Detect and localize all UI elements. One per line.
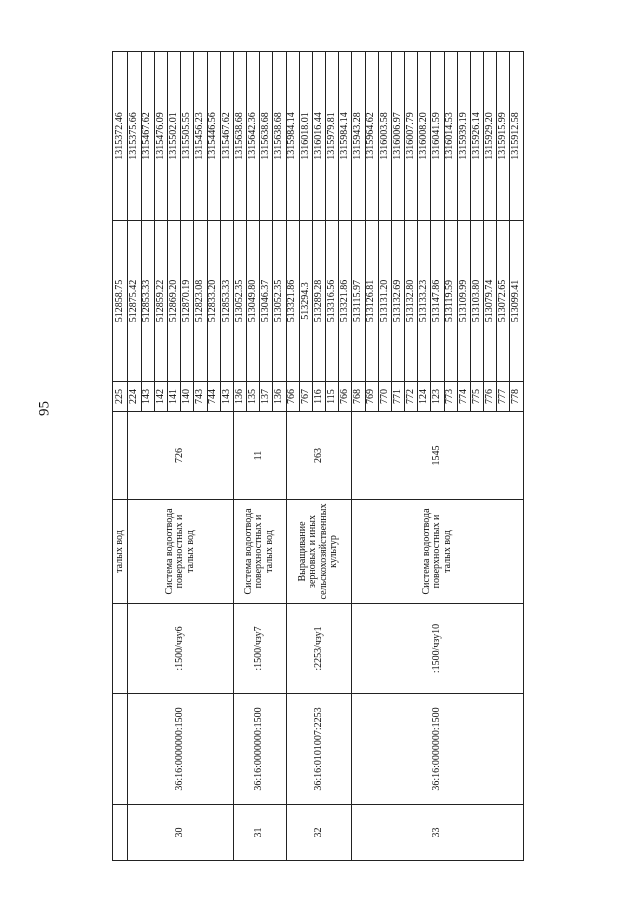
cell-point: 766 <box>286 382 299 412</box>
rotated-table-container <box>112 52 524 861</box>
page-number: 95 <box>36 401 53 416</box>
cell-reg: :2253/чзу1 <box>286 604 352 694</box>
cell-point: 770 <box>378 382 391 412</box>
cell-x: 513321.86 <box>339 221 352 382</box>
cell-point: 767 <box>299 382 312 412</box>
cell-point: 772 <box>405 382 418 412</box>
cell-y: 1315638.68 <box>233 52 246 221</box>
cell-point: 137 <box>260 382 273 412</box>
cell-area: 11 <box>233 412 286 500</box>
cell-y: 1316007.79 <box>405 52 418 221</box>
coordinates-table <box>112 51 524 861</box>
cell-num: 32 <box>286 805 352 861</box>
cell-point: 768 <box>352 382 365 412</box>
cell-y: 1315467.62 <box>141 52 154 221</box>
cell-point: 140 <box>181 382 194 412</box>
cell-reg: :1500/чзу7 <box>233 604 286 694</box>
cell-num: 33 <box>352 805 524 861</box>
cell-reg: :1500/чзу10 <box>352 604 524 694</box>
cell-x: 513131.20 <box>378 221 391 382</box>
table-row <box>128 52 141 861</box>
cell-x: 512859.22 <box>154 221 167 382</box>
cell-point: 123 <box>431 382 444 412</box>
cell-point: 136 <box>273 382 286 412</box>
cell-x: 512875.42 <box>128 221 141 382</box>
cell-x: 513115.97 <box>352 221 365 382</box>
cell-y: 1315929.20 <box>484 52 497 221</box>
cell-x: 513132.69 <box>391 221 404 382</box>
cell-x: 513294.3 <box>299 221 312 382</box>
cell-y: 1315638.68 <box>260 52 273 221</box>
cell-y: 1316014.53 <box>444 52 457 221</box>
cell-y: 1315375.66 <box>128 52 141 221</box>
cell-point: 124 <box>418 382 431 412</box>
cell-y: 1315939.19 <box>457 52 470 221</box>
cell-y: 1315467.62 <box>220 52 233 221</box>
table-row <box>233 52 246 861</box>
cell-area: 263 <box>286 412 352 500</box>
cell-point: 115 <box>326 382 339 412</box>
cell-point: 224 <box>128 382 141 412</box>
cell-x: 513079.74 <box>484 221 497 382</box>
cell-x: 513119.59 <box>444 221 457 382</box>
cell-point: 771 <box>391 382 404 412</box>
cell-y: 1316006.97 <box>391 52 404 221</box>
cell-reg <box>113 604 128 694</box>
cell-y: 1315964.62 <box>365 52 378 221</box>
cell-num: 30 <box>128 805 233 861</box>
cell-y: 1315505.55 <box>181 52 194 221</box>
cell-y: 1315926.14 <box>470 52 483 221</box>
cell-x: 513049.80 <box>247 221 260 382</box>
cell-point: 776 <box>484 382 497 412</box>
cell-area: 1545 <box>352 412 524 500</box>
cell-x: 513289.28 <box>312 221 325 382</box>
cell-point: 769 <box>365 382 378 412</box>
cell-x: 513133.23 <box>418 221 431 382</box>
cell-point: 773 <box>444 382 457 412</box>
cell-x: 513321.86 <box>286 221 299 382</box>
cell-y: 1315446.56 <box>207 52 220 221</box>
cell-x: 513126.81 <box>365 221 378 382</box>
cell-x: 512870.19 <box>181 221 194 382</box>
table-row <box>286 52 299 861</box>
cell-cadastral: 36:16:0101007:2253 <box>286 694 352 805</box>
cell-area <box>113 412 128 500</box>
cell-cadastral <box>113 694 128 805</box>
cell-point: 136 <box>233 382 246 412</box>
cell-y: 1316016.44 <box>312 52 325 221</box>
cell-reg: :1500/чзу6 <box>128 604 233 694</box>
cell-point: 766 <box>339 382 352 412</box>
cell-y: 1316041.59 <box>431 52 444 221</box>
cell-y: 1315642.36 <box>247 52 260 221</box>
cell-y: 1315979.81 <box>326 52 339 221</box>
cell-cadastral: 36:16:0000000:1500 <box>233 694 286 805</box>
cell-y: 1316008.20 <box>418 52 431 221</box>
cell-x: 512853.33 <box>141 221 154 382</box>
cell-x: 513103.80 <box>470 221 483 382</box>
cell-purpose: Система водоотвода поверхностных и талых вод <box>352 500 524 604</box>
cell-y: 1316003.58 <box>378 52 391 221</box>
cell-y: 1315984.14 <box>339 52 352 221</box>
cell-y: 1315912.58 <box>510 52 524 221</box>
cell-y: 1315638.68 <box>273 52 286 221</box>
cell-y: 1315915.99 <box>497 52 510 221</box>
cell-point: 142 <box>154 382 167 412</box>
cell-point: 743 <box>194 382 207 412</box>
cell-x: 513052.35 <box>233 221 246 382</box>
cell-point: 744 <box>207 382 220 412</box>
cell-purpose: Система водоотвода поверхностных и талых вод <box>128 500 233 604</box>
cell-purpose: талых вод <box>113 500 128 604</box>
table-row-continuation <box>113 52 128 861</box>
cell-point: 135 <box>247 382 260 412</box>
cell-x: 513316.56 <box>326 221 339 382</box>
cell-x: 513052.35 <box>273 221 286 382</box>
cell-purpose: Система водоотвода поверхностных и талых вод <box>233 500 286 604</box>
cell-num: 31 <box>233 805 286 861</box>
table-row <box>352 52 365 861</box>
cell-x: 513109.99 <box>457 221 470 382</box>
cell-y: 1315372.46 <box>113 52 128 221</box>
cell-point: 774 <box>457 382 470 412</box>
cell-point: 225 <box>113 382 128 412</box>
cell-x: 513132.80 <box>405 221 418 382</box>
cell-y: 1316018.01 <box>299 52 312 221</box>
cell-x: 512823.08 <box>194 221 207 382</box>
cell-x: 513099.41 <box>510 221 524 382</box>
cell-y: 1315984.14 <box>286 52 299 221</box>
cell-cadastral: 36:16:0000000:1500 <box>128 694 233 805</box>
cell-y: 1315502.01 <box>167 52 180 221</box>
cell-point: 778 <box>510 382 524 412</box>
cell-point: 143 <box>141 382 154 412</box>
cell-point: 141 <box>167 382 180 412</box>
cell-y: 1315456.23 <box>194 52 207 221</box>
cell-x: 512869.20 <box>167 221 180 382</box>
cell-x: 513072.65 <box>497 221 510 382</box>
cell-point: 116 <box>312 382 325 412</box>
cell-x: 513147.86 <box>431 221 444 382</box>
cell-x: 513046.37 <box>260 221 273 382</box>
cell-purpose: Выращивание зерновых и иных сельскохозяйственных культур <box>286 500 352 604</box>
cell-point: 775 <box>470 382 483 412</box>
cell-cadastral: 36:16:0000000:1500 <box>352 694 524 805</box>
cell-x: 512853.33 <box>220 221 233 382</box>
cell-point: 143 <box>220 382 233 412</box>
cell-point: 777 <box>497 382 510 412</box>
cell-x: 512833.20 <box>207 221 220 382</box>
cell-num <box>113 805 128 861</box>
cell-y: 1315476.09 <box>154 52 167 221</box>
cell-area: 726 <box>128 412 233 500</box>
cell-x: 512858.75 <box>113 221 128 382</box>
cell-y: 1315943.28 <box>352 52 365 221</box>
table-body <box>113 52 524 861</box>
